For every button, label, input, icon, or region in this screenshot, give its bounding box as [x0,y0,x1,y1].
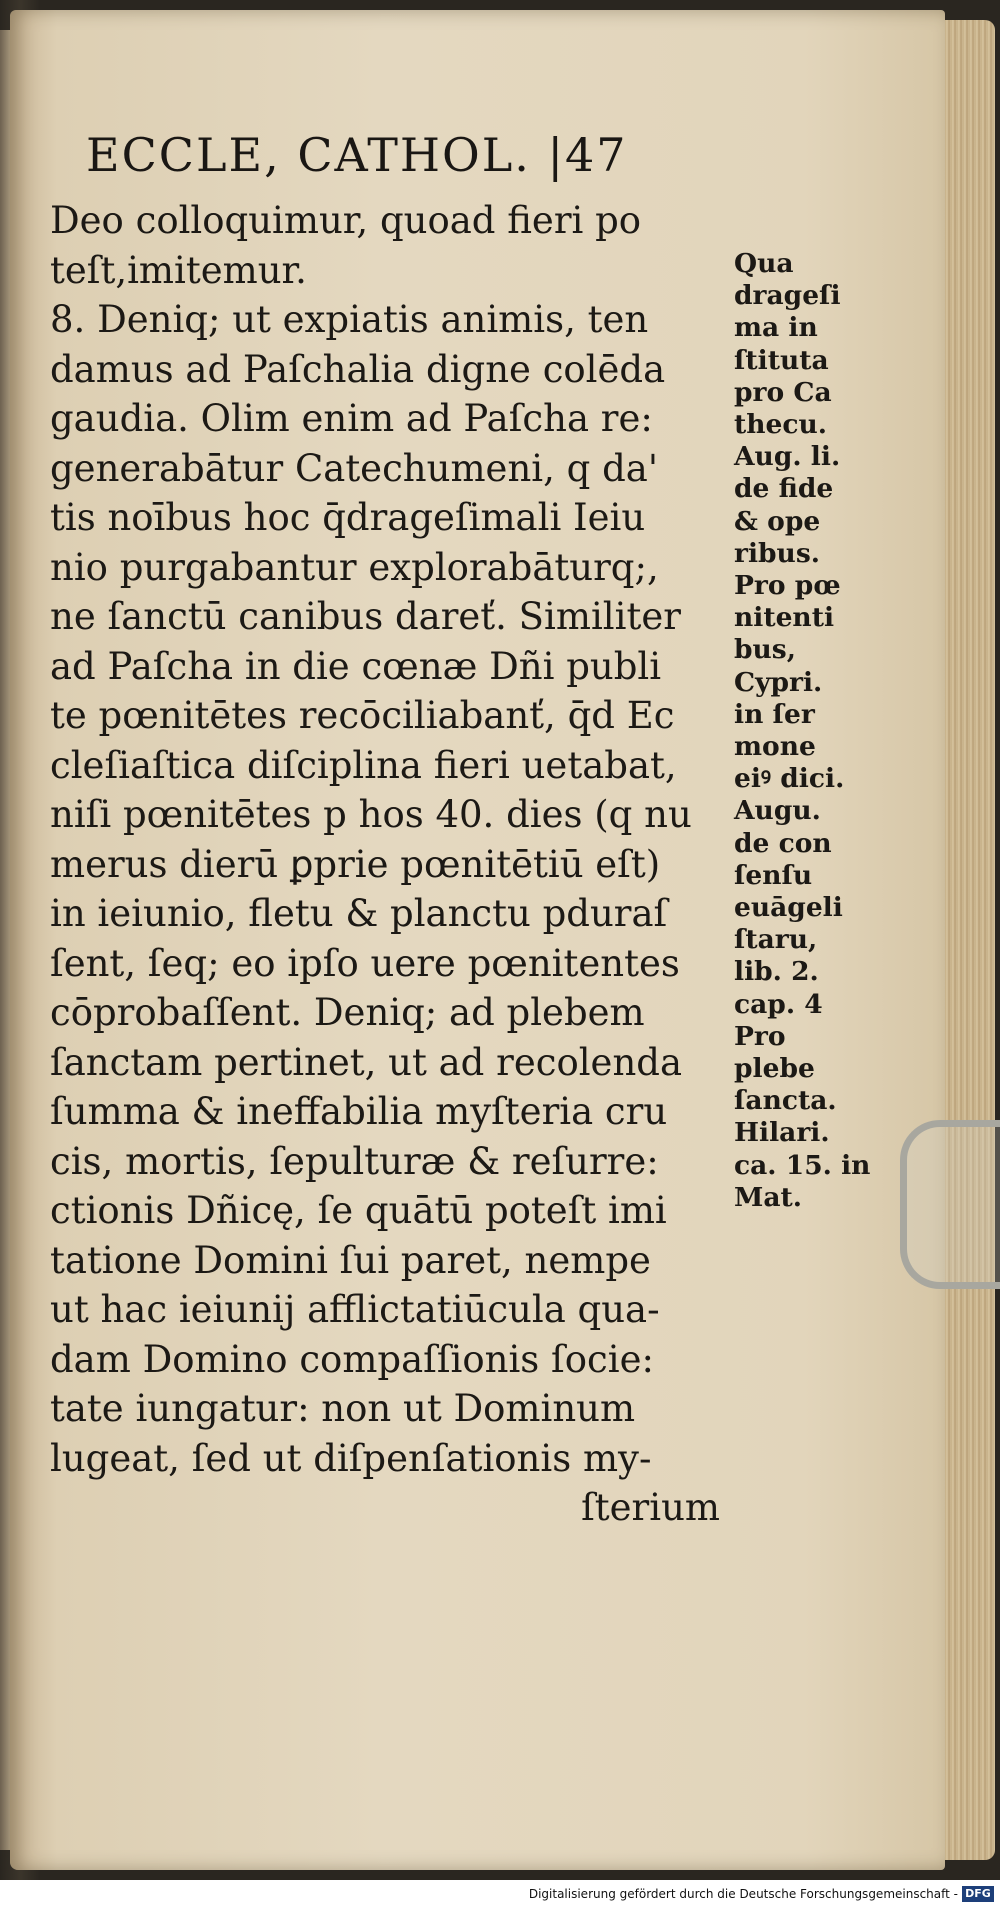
text-line: ad Paſcha in die cœnæ Dñi publi [50,644,662,688]
text-line: 8. Deniq; ut expiatis animis, ten [50,298,649,341]
margin-note-line: ca. 15. in [734,1149,871,1181]
page-clip [900,1120,1000,1289]
margin-note-line: bus, [734,634,796,666]
text-line: damus ad Paſchalia digne colēda [50,347,666,391]
running-head: ECCLE, CATHOL. |47 [86,128,628,182]
text-line: nio purgabantur explorabāturq;, [50,545,659,589]
text-line: tate iungatur: non ut Dominum [50,1387,636,1430]
margin-note-line: ſancta. [734,1085,837,1117]
text-line: tis noībus hoc q̄drageſimali Ieiu [50,496,646,539]
margin-note-line: ribus. [734,537,820,569]
text-line: niſi pœnitētes p hos 40. dies (q nu [50,793,692,836]
margin-note-line: Aug. li. [734,441,841,473]
margin-note-line: ma in [734,312,818,344]
margin-note-line: Qua [734,248,794,279]
page-edges [945,20,995,1860]
text-line: cis, mortis, ſepulturæ & reſurre: [50,1139,659,1183]
margin-note-line: ſenſu [734,859,813,891]
margin-note-line: in ſer [734,698,815,730]
margin-note-line: ſtituta [734,344,829,376]
margin-note-line: de con [734,827,832,859]
margin-note-line: drageſi [734,280,841,312]
margin-note-line: pro Ca [734,376,832,408]
margin-note-line: nitenti [734,602,835,634]
margin-note-line: Augu. [734,795,821,827]
margin-note-line: Cypri. [734,666,823,698]
margin-note-line: Pro [734,1020,786,1052]
text-line: te pœnitētes recōciliabanť, q̄d Ec [50,694,675,737]
margin-note-line: Hilari. [734,1117,830,1149]
margin-note-line: plebe [734,1053,815,1085]
margin-note-line: Mat. [734,1181,802,1213]
margin-note-line: Pro pœ [734,570,841,602]
book-page [10,10,945,1870]
footer-bar [0,1880,1000,1910]
text-line: Deo colloquimur, quoad fieri po [50,199,642,242]
marginal-notes [734,248,874,1214]
text-line: cleſiaſtica diſciplina fieri uetabat, [50,743,677,787]
margin-note-line: euāgeli [734,892,843,924]
text-line: ſanctam pertinet, ut ad recolenda [50,1040,683,1084]
margin-note-line: eiꝰ dici. [734,763,845,795]
text-line: merus dierū ꝑprie pœnitētiū eſt) [50,842,661,886]
text-line: in ieiunio, fletu & planctu pduraſ [50,892,668,935]
margin-note-line: & ope [734,505,821,537]
text-line: cōprobaſſent. Deniq; ad plebem [50,991,645,1034]
text-line: dam Domino compaſſionis ſocie: [50,1337,654,1381]
margin-note-line: mone [734,731,816,763]
main-text-block [50,196,720,1533]
catchword: ſterium [581,1486,720,1529]
margin-note-line: lib. 2. [734,956,819,988]
text-line: ſumma & ineffabilia myſteria cru [50,1090,668,1133]
text-line: lugeat, ſed ut diſpenſationis my- [50,1436,652,1480]
dfg-logo-icon: DFG [962,1886,994,1902]
margin-note-line: thecu. [734,409,827,441]
text-line: ut hac ieiunij afflictatiūcula qua- [50,1288,660,1331]
text-line: tatione Domini ſui paret, nempe [50,1238,651,1282]
text-line: teſt,imitemur. [50,248,307,292]
margin-note-line: ſtaru, [734,924,818,956]
text-line: ctionis Dñicę, ſe quātū poteſt imi [50,1189,667,1232]
text-line: generabātur Catechumeni, q da' [50,446,658,490]
text-line: ne ſanctū canibus dareť. Similiter [50,595,681,638]
margin-note-line: cap. 4 [734,988,823,1020]
digitization-credit: Digitalisierung gefördert durch die Deutsche Forschungsgemeinschaft - [528,1887,958,1901]
text-line: gaudia. Olim enim ad Paſcha re: [50,397,653,440]
text-line: ſent, ſeq; eo ipſo uere pœnitentes [50,941,680,985]
margin-note-line: de fide [734,473,834,505]
